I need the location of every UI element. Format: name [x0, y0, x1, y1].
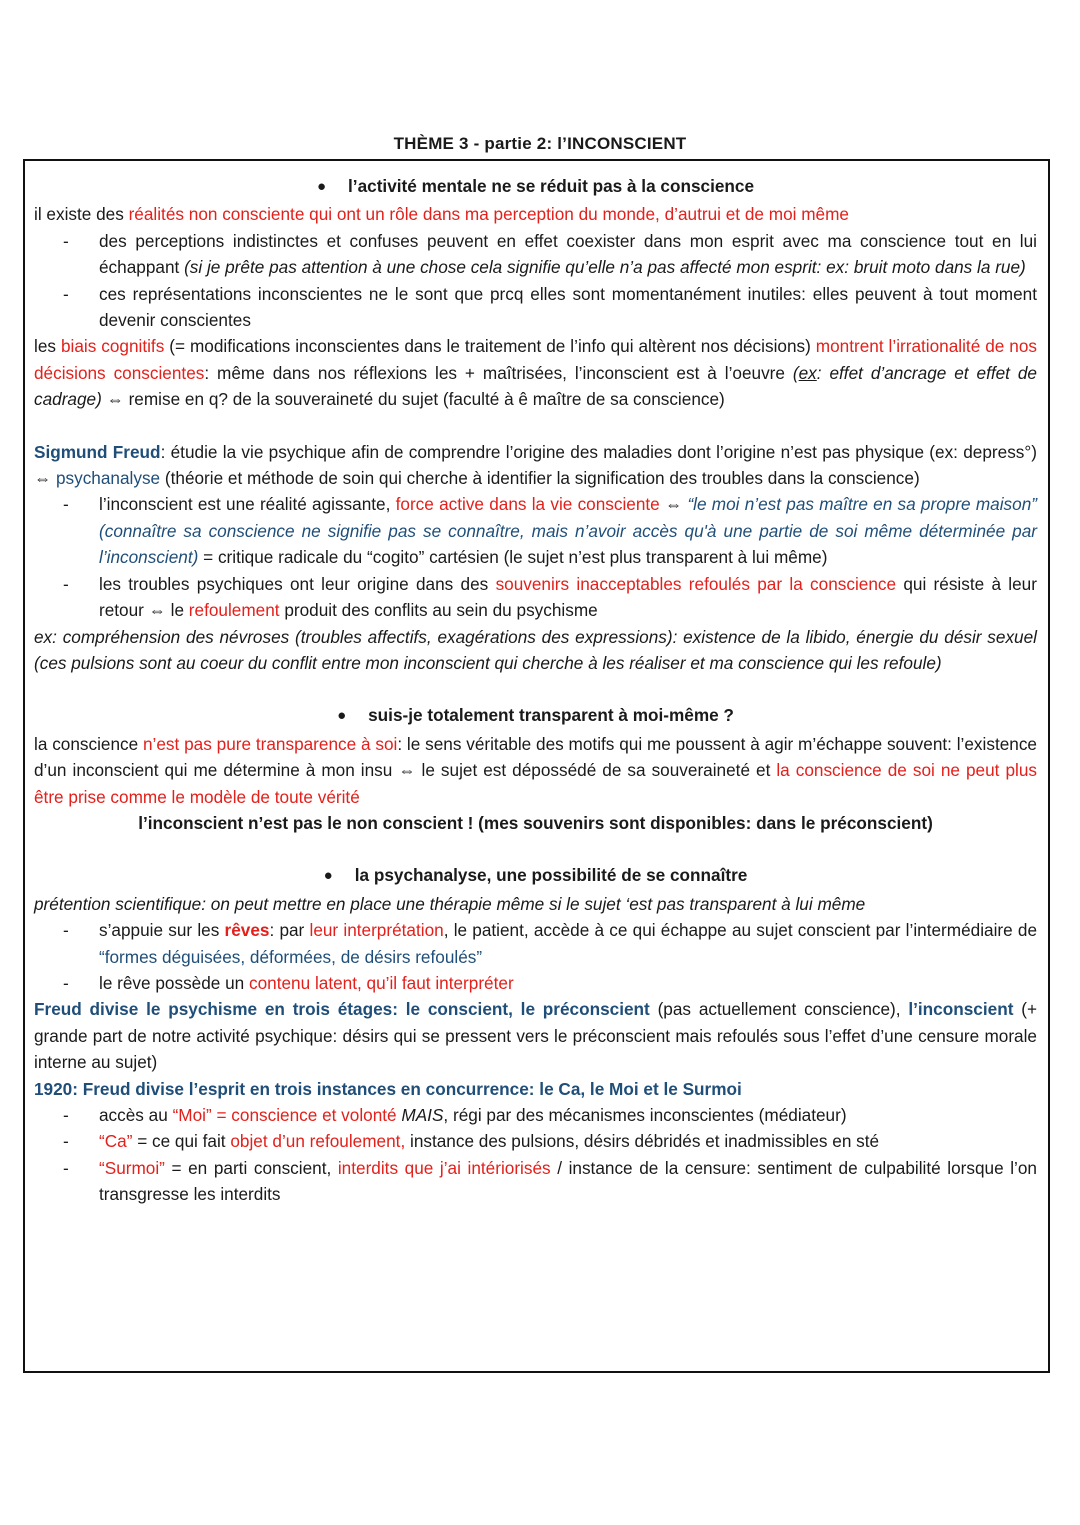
notes-body — [34, 173, 1037, 1208]
heading-text: l’activité mentale ne se réduit pas à la conscience — [348, 176, 755, 196]
paragraph-etages: Freud divise le psychisme en trois étages: le conscient, le préconscient (pas actuellement conscience), l’inconscient (+ grande part de notre activité psychique: désirs qui se pressent vers le préconscient mais refoulés sous l’effet d’une censure morale interne au sujet) — [34, 999, 1037, 1073]
bullet-icon: ● — [337, 707, 347, 725]
list-item: - “Ca” = ce qui fait objet d’un refoulement, instance des pulsions, désirs débridés et inadmissibles en sté — [99, 1128, 1037, 1154]
bullet-icon: ● — [323, 867, 333, 885]
list-item: - s’appuie sur les rêves: par leur interprétation, le patient, accède à ce qui échappe au sujet conscient par l’intermédiaire de “formes déguisées, déformées, de désirs refoulés” — [99, 917, 1037, 970]
paragraph-freud: Sigmund Freud: étudie la vie psychique afin de comprendre l’origine des maladies dont l’origine n’est pas physique (ex: depress°) ⇔ psychanalyse (théorie et méthode de soin qui cherche à identifier la signification des troubles dans la conscience) — [34, 441, 1037, 489]
key-statement: l’inconscient n’est pas le non conscient ! (mes souvenirs sont disponibles: dans le préconscient) — [138, 812, 933, 833]
list-item: - ces représentations inconscientes ne le sont que prcq elles sont momentanément inutiles: elles peuvent à tout moment devenir conscientes — [99, 281, 1037, 334]
list-item: - “Surmoi” = en parti conscient, interdits que j’ai intériorisés / instance de la censure: sentiment de culpabilité lorsque l’on transgresse les interdits — [99, 1155, 1037, 1208]
list-item: - le rêve possède un contenu latent, qu’il faut interpréter — [99, 970, 1037, 996]
bullet-icon: ● — [316, 178, 327, 195]
page-title: THÈME 3 - partie 2: l’INCONSCIENT — [393, 134, 687, 153]
list-item: - accès au “Moi” = conscience et volonté MAIS, régi par des mécanismes inconscientes (médiateur) — [99, 1102, 1037, 1128]
heading-text: la psychanalyse, une possibilité de se connaître — [354, 865, 748, 886]
section-heading-3 — [34, 862, 1037, 890]
section-heading-2 — [34, 702, 1037, 730]
paragraph-biais: les biais cognitifs (= modifications inconscientes dans le traitement de l’info qui altèrent nos décisions) montrent l’irrationalité de nos décisions conscientes: même dans nos réflexions les + maîtrisées, l’inconscient est à l’oeuvre (ex: effet d’ancrage et effet de cadrage) ⇔ remise en q? de la souveraineté du sujet (faculté à ê maître de sa conscience) — [34, 336, 1037, 410]
paragraph-1920: 1920: Freud divise l’esprit en trois instances en concurrence: le Ca, le Moi et le Surmoi — [34, 1078, 742, 1099]
paragraph-example: ex: compréhension des névroses (troubles affectifs, exagérations des expressions): existence de la libido, énergie du désir sexuel (ces pulsions sont au coeur du conflit entre mon inconscient qui cherche à les réaliser et ma conscience qui les refoule) — [34, 626, 1037, 673]
list-item: - les troubles psychiques ont leur origine dans des souvenirs inacceptables refoulés par la conscience qui résiste à leur retour ⇔ le refoulement produit des conflits au sein du psychisme — [99, 571, 1037, 624]
list-item: - des perceptions indistinctes et confuses peuvent en effet coexister dans mon esprit avec ma conscience tout en lui échappant (si je prête pas attention à une chose cela signifie qu’elle n’a pas affecté mon esprit: ex: bruit moto dans la rue) — [99, 228, 1037, 281]
content-frame — [23, 159, 1050, 1373]
paragraph-pretention: prétention scientifique: on peut mettre en place une thérapie même si le sujet ‘est pas transparent à lui même — [34, 893, 866, 914]
heading-text: suis-je totalement transparent à moi-même ? — [368, 705, 734, 726]
section-heading-1 — [34, 173, 1037, 201]
paragraph-transparence: la conscience n’est pas pure transparence à soi: le sens véritable des motifs qui me poussent à agir m’échappe souvent: l’existence d’un inconscient qui me détermine à mon insu ⇔ le sujet est dépossédé de sa souveraineté et la conscience de soi ne peut plus être prise comme le modèle de toute vérité — [34, 733, 1037, 807]
list-item: - l’inconscient est une réalité agissante, force active dans la vie consciente ⇔ “le moi n’est pas maître en sa propre maison” (connaître sa conscience ne signifie pas se connaître, mais n’avoir accès qu'à une partie de soi même déterminée par l’inconscient) = critique radicale du “cogito” cartésien (le sujet n’est plus transparent à lui même) — [99, 491, 1037, 570]
paragraph-intro: il existe des réalités non consciente qui ont un rôle dans ma perception du monde, d’autrui et de moi même — [34, 204, 849, 225]
